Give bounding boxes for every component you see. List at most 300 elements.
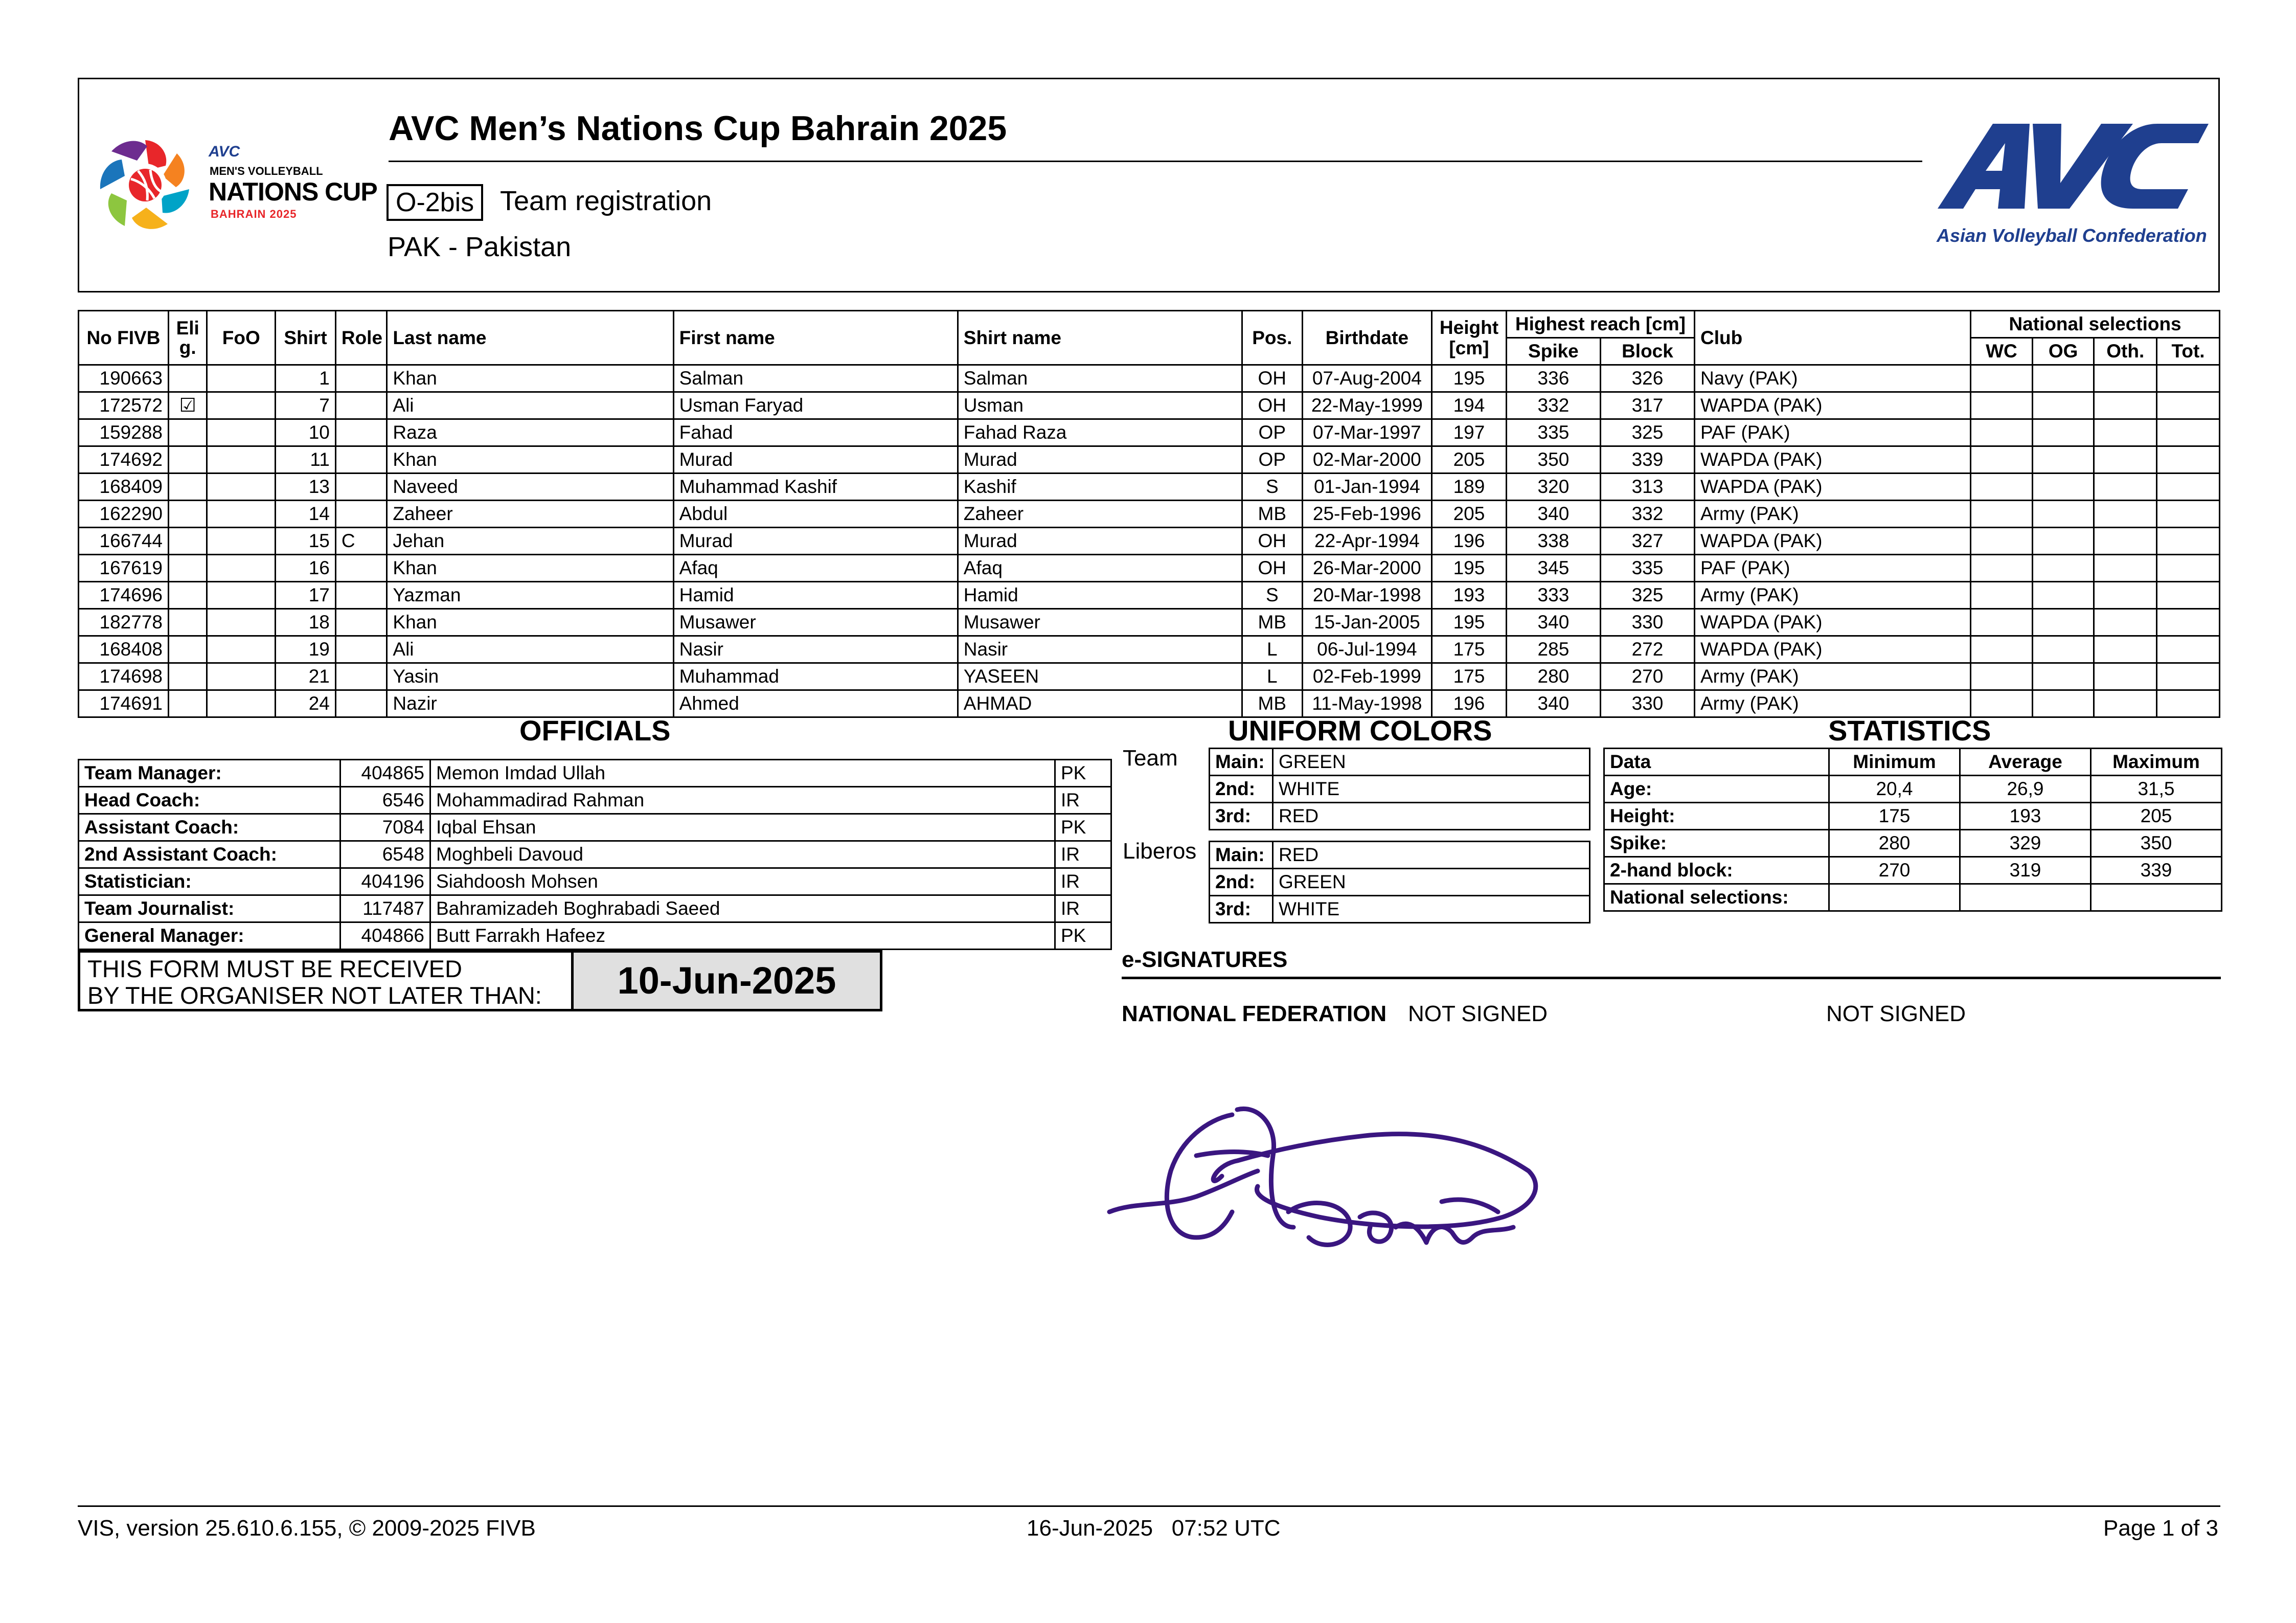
player-ns-og [2032, 419, 2094, 446]
player-elig [169, 582, 207, 609]
player-last-name: Khan [387, 446, 673, 474]
player-shirt-name: Hamid [958, 582, 1242, 609]
player-last-name: Khan [387, 365, 673, 392]
header-block: Block [1600, 338, 1694, 365]
signature-status-2: NOT SIGNED [1826, 1001, 1966, 1026]
player-no-fivb: 172572 [79, 392, 169, 419]
player-role [335, 582, 387, 609]
player-shirt: 17 [276, 582, 336, 609]
player-row [79, 636, 2220, 663]
player-ns-oth [2094, 446, 2157, 474]
player-role: C [335, 528, 387, 555]
uniform-row [1210, 749, 1590, 776]
player-foo [207, 690, 276, 717]
official-row [79, 841, 1111, 868]
player-spike: 280 [1506, 663, 1600, 690]
uniform-color: WHITE [1273, 896, 1590, 923]
player-role [335, 474, 387, 501]
player-ns-oth [2094, 419, 2157, 446]
header-birthdate: Birthdate [1302, 311, 1431, 365]
player-last-name: Khan [387, 555, 673, 582]
player-shirt: 18 [276, 609, 336, 636]
player-shirt: 15 [276, 528, 336, 555]
player-first-name: Murad [673, 528, 958, 555]
logo-bahrain-2025: BAHRAIN 2025 [211, 208, 297, 220]
stat-minimum [1829, 884, 1960, 911]
player-club: Navy (PAK) [1694, 365, 1970, 392]
player-ns-tot [2157, 501, 2220, 528]
player-club: Army (PAK) [1694, 663, 1970, 690]
player-ns-tot [2157, 528, 2220, 555]
player-role [335, 555, 387, 582]
player-ns-wc [1971, 582, 2033, 609]
player-elig [169, 365, 207, 392]
player-ns-tot [2157, 446, 2220, 474]
player-first-name: Nasir [673, 636, 958, 663]
player-pos: L [1242, 636, 1302, 663]
player-ns-tot [2157, 609, 2220, 636]
player-last-name: Jehan [387, 528, 673, 555]
player-ns-wc [1971, 365, 2033, 392]
uniform-color: GREEN [1273, 869, 1590, 896]
stat-maximum: 339 [2091, 857, 2222, 884]
player-shirt-name: Murad [958, 528, 1242, 555]
stats-header-minimum: Minimum [1829, 749, 1960, 776]
stat-maximum: 31,5 [2091, 776, 2222, 803]
player-shirt: 11 [276, 446, 336, 474]
player-last-name: Zaheer [387, 501, 673, 528]
player-elig [169, 636, 207, 663]
player-shirt-name: Salman [958, 365, 1242, 392]
deadline-label [80, 953, 571, 1009]
official-nationality: PK [1055, 760, 1111, 787]
player-club: WAPDA (PAK) [1694, 392, 1970, 419]
uniform-color: RED [1273, 803, 1590, 830]
player-elig [169, 609, 207, 636]
uniform-row [1210, 869, 1590, 896]
player-birthdate: 22-May-1999 [1302, 392, 1431, 419]
player-height: 197 [1432, 419, 1507, 446]
player-ns-oth [2094, 609, 2157, 636]
player-no-fivb: 174692 [79, 446, 169, 474]
official-row [79, 787, 1111, 814]
player-ns-wc [1971, 636, 2033, 663]
player-first-name: Musawer [673, 609, 958, 636]
stat-average [1960, 884, 2091, 911]
deadline-label-line2: BY THE ORGANISER NOT LATER THAN: [87, 982, 542, 1009]
player-row [79, 501, 2220, 528]
player-shirt: 19 [276, 636, 336, 663]
official-row [79, 895, 1111, 922]
header-tot: Tot. [2157, 338, 2220, 365]
player-row [79, 690, 2220, 717]
header-height: Height [cm] [1432, 311, 1507, 365]
player-spike: 340 [1506, 690, 1600, 717]
official-id: 404865 [340, 760, 430, 787]
player-ns-tot [2157, 636, 2220, 663]
deadline-label-line1: THIS FORM MUST BE RECEIVED [87, 955, 462, 982]
player-no-fivb: 168409 [79, 474, 169, 501]
player-block: 332 [1600, 501, 1694, 528]
player-ns-wc [1971, 528, 2033, 555]
player-block: 330 [1600, 609, 1694, 636]
uniform-libero-table [1209, 841, 1590, 923]
player-ns-tot [2157, 582, 2220, 609]
player-ns-wc [1971, 663, 2033, 690]
footer-rule [78, 1505, 2220, 1507]
player-block: 326 [1600, 365, 1694, 392]
player-shirt-name: YASEEN [958, 663, 1242, 690]
players-table [78, 310, 2220, 718]
player-elig [169, 446, 207, 474]
player-foo [207, 609, 276, 636]
player-spike: 336 [1506, 365, 1600, 392]
player-role [335, 392, 387, 419]
player-ns-oth [2094, 501, 2157, 528]
esignatures-rule [1122, 977, 2221, 979]
officials-body [79, 760, 1111, 950]
player-club: Army (PAK) [1694, 690, 1970, 717]
player-elig: ☑ [169, 392, 207, 419]
player-ns-wc [1971, 690, 2033, 717]
player-shirt-name: Murad [958, 446, 1242, 474]
header-elig: Eli g. [169, 311, 207, 365]
player-no-fivb: 190663 [79, 365, 169, 392]
stat-average: 329 [1960, 830, 2091, 857]
player-no-fivb: 162290 [79, 501, 169, 528]
player-club: WAPDA (PAK) [1694, 636, 1970, 663]
player-no-fivb: 174691 [79, 690, 169, 717]
uniform-slot: 3rd: [1210, 896, 1273, 923]
uniform-team-body [1210, 749, 1590, 830]
player-ns-tot [2157, 392, 2220, 419]
official-row [79, 814, 1111, 841]
player-ns-oth [2094, 663, 2157, 690]
player-shirt-name: Usman [958, 392, 1242, 419]
header-foo: FoO [207, 311, 276, 365]
player-foo [207, 663, 276, 690]
player-birthdate: 07-Mar-1997 [1302, 419, 1431, 446]
player-ns-og [2032, 636, 2094, 663]
header-oth: Oth. [2094, 338, 2157, 365]
form-code: O-2bis [387, 184, 483, 221]
player-club: Army (PAK) [1694, 501, 1970, 528]
player-elig [169, 663, 207, 690]
official-nationality: IR [1055, 787, 1111, 814]
player-pos: MB [1242, 690, 1302, 717]
uniform-color: WHITE [1273, 776, 1590, 803]
header-no-fivb: No FIVB [79, 311, 169, 365]
player-first-name: Salman [673, 365, 958, 392]
official-id: 6546 [340, 787, 430, 814]
player-birthdate: 06-Jul-1994 [1302, 636, 1431, 663]
uniform-row [1210, 803, 1590, 830]
player-block: 327 [1600, 528, 1694, 555]
statistics-row [1604, 776, 2222, 803]
player-row [79, 609, 2220, 636]
player-shirt-name: Kashif [958, 474, 1242, 501]
official-id: 7084 [340, 814, 430, 841]
player-ns-og [2032, 663, 2094, 690]
uniform-row [1210, 842, 1590, 869]
player-block: 313 [1600, 474, 1694, 501]
player-ns-wc [1971, 501, 2033, 528]
signature-status-1: NOT SIGNED [1408, 1001, 1548, 1026]
player-ns-oth [2094, 365, 2157, 392]
esignatures-title: e-SIGNATURES [1122, 947, 1288, 972]
player-spike: 332 [1506, 392, 1600, 419]
player-pos: OH [1242, 528, 1302, 555]
player-ns-oth [2094, 636, 2157, 663]
player-shirt: 13 [276, 474, 336, 501]
player-foo [207, 555, 276, 582]
player-block: 270 [1600, 663, 1694, 690]
footer-timestamp: 16-Jun-2025 07:52 UTC [1027, 1516, 1281, 1541]
player-shirt: 7 [276, 392, 336, 419]
player-first-name: Abdul [673, 501, 958, 528]
uniform-libero-body [1210, 842, 1590, 923]
player-ns-og [2032, 501, 2094, 528]
player-club: PAF (PAK) [1694, 555, 1970, 582]
stat-minimum: 270 [1829, 857, 1960, 884]
header-first-name: First name [673, 311, 958, 365]
player-elig [169, 474, 207, 501]
player-last-name: Nazir [387, 690, 673, 717]
player-foo [207, 528, 276, 555]
player-block: 339 [1600, 446, 1694, 474]
player-no-fivb: 167619 [79, 555, 169, 582]
player-last-name: Yazman [387, 582, 673, 609]
official-row [79, 868, 1111, 895]
player-foo [207, 419, 276, 446]
player-shirt: 16 [276, 555, 336, 582]
player-shirt: 10 [276, 419, 336, 446]
player-last-name: Ali [387, 392, 673, 419]
header-last-name: Last name [387, 311, 673, 365]
official-id: 404196 [340, 868, 430, 895]
avc-logo [1933, 118, 2209, 210]
stat-average: 26,9 [1960, 776, 2091, 803]
player-spike: 335 [1506, 419, 1600, 446]
player-ns-og [2032, 392, 2094, 419]
player-shirt: 1 [276, 365, 336, 392]
player-role [335, 419, 387, 446]
header-shirt-name: Shirt name [958, 311, 1242, 365]
stat-average: 319 [1960, 857, 2091, 884]
player-ns-wc [1971, 446, 2033, 474]
player-ns-tot [2157, 555, 2220, 582]
official-nationality: IR [1055, 841, 1111, 868]
player-club: WAPDA (PAK) [1694, 528, 1970, 555]
player-ns-og [2032, 528, 2094, 555]
player-height: 195 [1432, 609, 1507, 636]
player-spike: 345 [1506, 555, 1600, 582]
player-height: 196 [1432, 690, 1507, 717]
player-ns-oth [2094, 690, 2157, 717]
player-birthdate: 26-Mar-2000 [1302, 555, 1431, 582]
player-foo [207, 636, 276, 663]
player-height: 175 [1432, 663, 1507, 690]
player-no-fivb: 168408 [79, 636, 169, 663]
stat-label: Spike: [1604, 830, 1829, 857]
official-name: Siahdoosh Mohsen [430, 868, 1055, 895]
player-ns-og [2032, 555, 2094, 582]
official-role: Head Coach: [79, 787, 340, 814]
player-last-name: Ali [387, 636, 673, 663]
event-title: AVC Men’s Nations Cup Bahrain 2025 [389, 109, 1007, 148]
statistics-row [1604, 884, 2222, 911]
player-spike: 340 [1506, 609, 1600, 636]
stat-minimum: 20,4 [1829, 776, 1960, 803]
player-first-name: Fahad [673, 419, 958, 446]
header-pos: Pos. [1242, 311, 1302, 365]
player-spike: 338 [1506, 528, 1600, 555]
official-nationality: IR [1055, 895, 1111, 922]
stat-maximum: 350 [2091, 830, 2222, 857]
player-block: 330 [1600, 690, 1694, 717]
player-height: 189 [1432, 474, 1507, 501]
player-row [79, 446, 2220, 474]
player-ns-og [2032, 446, 2094, 474]
player-ns-tot [2157, 663, 2220, 690]
player-role [335, 365, 387, 392]
uniform-row [1210, 776, 1590, 803]
uniform-slot: Main: [1210, 842, 1273, 869]
player-spike: 285 [1506, 636, 1600, 663]
player-ns-tot [2157, 690, 2220, 717]
form-name: Team registration [500, 186, 712, 216]
player-height: 193 [1432, 582, 1507, 609]
player-height: 194 [1432, 392, 1507, 419]
player-first-name: Usman Faryad [673, 392, 958, 419]
player-block: 325 [1600, 582, 1694, 609]
player-ns-tot [2157, 474, 2220, 501]
player-club: WAPDA (PAK) [1694, 474, 1970, 501]
official-nationality: IR [1055, 868, 1111, 895]
official-name: Bahramizadeh Boghrabadi Saeed [430, 895, 1055, 922]
players-body [79, 365, 2220, 717]
player-pos: OP [1242, 419, 1302, 446]
player-ns-wc [1971, 474, 2033, 501]
header-spike: Spike [1506, 338, 1600, 365]
player-first-name: Hamid [673, 582, 958, 609]
statistics-row [1604, 830, 2222, 857]
player-first-name: Murad [673, 446, 958, 474]
official-name: Mohammadirad Rahman [430, 787, 1055, 814]
official-role: Assistant Coach: [79, 814, 340, 841]
player-ns-oth [2094, 555, 2157, 582]
stats-header-maximum: Maximum [2091, 749, 2222, 776]
official-row [79, 922, 1111, 950]
player-shirt-name: Afaq [958, 555, 1242, 582]
player-row [79, 419, 2220, 446]
officials-title: OFFICIALS [519, 714, 671, 747]
player-shirt-name: Fahad Raza [958, 419, 1242, 446]
header-og: OG [2032, 338, 2094, 365]
player-birthdate: 02-Mar-2000 [1302, 446, 1431, 474]
player-block: 272 [1600, 636, 1694, 663]
player-role [335, 663, 387, 690]
player-club: PAF (PAK) [1694, 419, 1970, 446]
player-shirt: 14 [276, 501, 336, 528]
player-row [79, 582, 2220, 609]
official-name: Moghbeli Davoud [430, 841, 1055, 868]
player-first-name: Muhammad [673, 663, 958, 690]
player-block: 335 [1600, 555, 1694, 582]
player-birthdate: 01-Jan-1994 [1302, 474, 1431, 501]
statistics-row [1604, 857, 2222, 884]
player-no-fivb: 174698 [79, 663, 169, 690]
player-first-name: Afaq [673, 555, 958, 582]
player-row [79, 365, 2220, 392]
player-block: 317 [1600, 392, 1694, 419]
player-spike: 350 [1506, 446, 1600, 474]
player-ns-wc [1971, 419, 2033, 446]
player-birthdate: 20-Mar-1998 [1302, 582, 1431, 609]
uniform-libero-label: Liberos [1123, 839, 1197, 864]
uniform-team-label: Team [1123, 746, 1178, 771]
statistics-title: STATISTICS [1828, 714, 1991, 747]
player-ns-og [2032, 474, 2094, 501]
stat-minimum: 175 [1829, 803, 1960, 830]
uniform-color: RED [1273, 842, 1590, 869]
official-name: Iqbal Ehsan [430, 814, 1055, 841]
stat-label: Height: [1604, 803, 1829, 830]
header-club: Club [1694, 311, 1970, 365]
player-row [79, 528, 2220, 555]
player-height: 205 [1432, 501, 1507, 528]
player-ns-og [2032, 582, 2094, 609]
player-foo [207, 365, 276, 392]
player-elig [169, 419, 207, 446]
logo-mens-volleyball: MEN'S VOLLEYBALL [210, 165, 323, 177]
official-id: 117487 [340, 895, 430, 922]
player-role [335, 501, 387, 528]
player-role [335, 690, 387, 717]
player-ns-oth [2094, 392, 2157, 419]
official-role: 2nd Assistant Coach: [79, 841, 340, 868]
nations-cup-logo [92, 134, 204, 241]
player-ns-tot [2157, 365, 2220, 392]
player-shirt-name: Nasir [958, 636, 1242, 663]
player-row [79, 392, 2220, 419]
official-name: Memon Imdad Ullah [430, 760, 1055, 787]
player-foo [207, 446, 276, 474]
stats-header-data: Data [1604, 749, 1829, 776]
uniform-team-table [1209, 748, 1590, 830]
uniform-slot: 3rd: [1210, 803, 1273, 830]
official-name: Butt Farrakh Hafeez [430, 922, 1055, 950]
player-ns-wc [1971, 555, 2033, 582]
player-last-name: Raza [387, 419, 673, 446]
player-spike: 340 [1506, 501, 1600, 528]
player-first-name: Muhammad Kashif [673, 474, 958, 501]
header-highest-reach: Highest reach [cm] [1506, 311, 1694, 338]
uniform-slot: Main: [1210, 749, 1273, 776]
header-national-selections: National selections [1971, 311, 2220, 338]
player-elig [169, 690, 207, 717]
player-last-name: Khan [387, 609, 673, 636]
player-foo [207, 582, 276, 609]
uniform-color: GREEN [1273, 749, 1590, 776]
player-first-name: Ahmed [673, 690, 958, 717]
logo-nations-cup: NATIONS CUP [209, 177, 377, 206]
player-shirt-name: Zaheer [958, 501, 1242, 528]
stat-label: 2-hand block: [1604, 857, 1829, 884]
player-pos: MB [1242, 609, 1302, 636]
player-no-fivb: 166744 [79, 528, 169, 555]
national-federation-label: NATIONAL FEDERATION [1122, 1001, 1387, 1026]
